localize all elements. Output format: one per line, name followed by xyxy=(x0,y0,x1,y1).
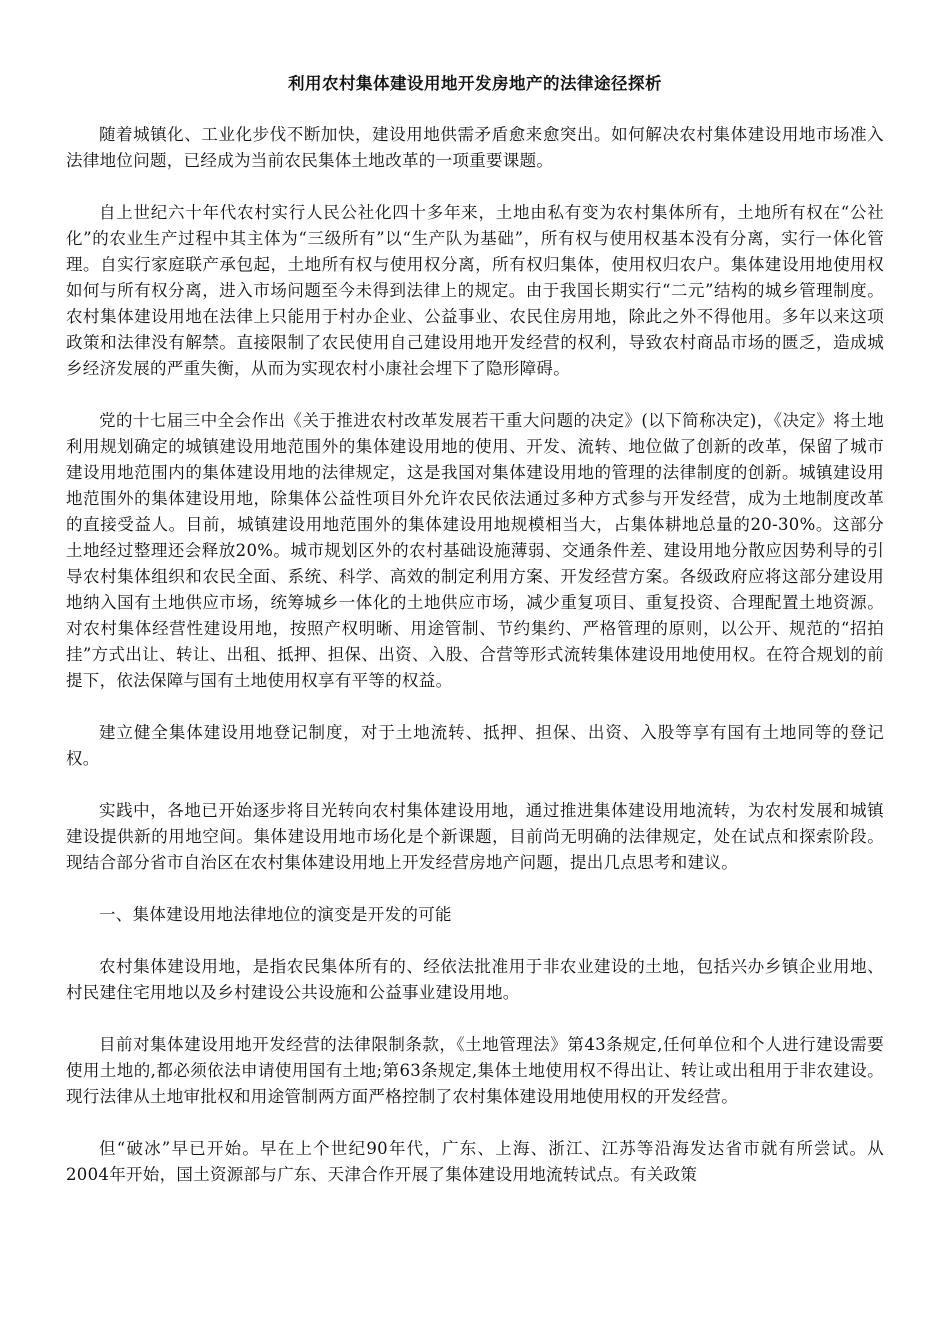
document-page xyxy=(66,72,884,1214)
section-heading-1: 一、集体建设用地法律地位的演变是开发的可能 xyxy=(99,905,452,924)
paragraph-history: 自上世纪六十年代农村实行人民公社化四十多年来，土地由私有变为农村集体所有，土地所有权在“公社化”的农业生产过程中其主体为“三级所有”以“生产队为基础”，所有权与使用权基本没有分离，实行一体化管理。自实行家庭联产承包起，土地所有权与使用权分离，所有权归集体，使用权归农户。集体建设用地使用权如何与所有权分离，进入市场问题至今未得到法律上的规定。由于我国长期实行“二元”结构的城乡管理制度。农村集体建设用地在法律上只能用于村办企业、公益事业、农民住房用地，除此之外不得他用。多年以来这项政策和法律没有解禁。直接限制了农民使用自己建设用地开发经营的权利，导致农村商品市场的匮乏，造成城乡经济发展的严重失衡，从而为实现农村小康社会埋下了隐形障碍。 xyxy=(66,203,884,378)
paragraph-intro: 随着城镇化、工业化步伐不断加快，建设用地供需矛盾愈来愈突出。如何解决农村集体建设用地市场准入法律地位问题，已经成为当前农民集体土地改革的一项重要课题。 xyxy=(66,125,884,170)
paragraph-decision: 党的十七届三中全会作出《关于推进农村改革发展若干重大问题的决定》(以下简称决定)，《决定》将土地利用规划确定的城镇建设用地范围外的集体建设用地的使用、开发、流转、地位做了创新的改革，保留了城市建设用地范围内的集体建设用地的法律规定，这是我国对集体建设用地的管理的法律制度的创新。城镇建设用地范围外的集体建设用地，除集体公益性项目外允许农民依法通过多种方式参与开发经营，成为土地制度改革的直接受益人。目前，城镇建设用地范围外的集体建设用地规模相当大，占集体耕地总量的20-30%。这部分土地经过整理还会释放20%。城市规划区外的农村基础设施薄弱、交通条件差、建设用地分散应因势利导的引导农村集体组织和农民全面、系统、科学、高效的制定利用方案、开发经营方案。各级政府应将这部分建设用地纳入国有土地供应市场，统筹城乡一体化的土地供应市场，减少重复项目、重复投资、合理配置土地资源。对农村集体经营性建设用地，按照产权明晰、用途管制、节约集约、严格管理的原则，以公开、规范的“招拍挂”方式出让、转让、出租、抵押、担保、出资、入股、合营等形式流转集体建设用地使用权。在符合规划的前提下，依法保障与国有土地使用权享有平等的权益。 xyxy=(66,411,884,690)
paragraph-legal-restrictions: 目前对集体建设用地开发经营的法律限制条款，《土地管理法》第43条规定,任何单位和个人进行建设需要使用土地的,都必须依法申请使用国有土地;第63条规定,集体土地使用权不得出让、转让或出租用于非农建设。现行法律从土地审批权和用途管制两方面严格控制了农村集体建设用地使用权的开发经营。 xyxy=(66,1035,884,1106)
document-title: 利用农村集体建设用地开发房地产的法律途径探析 xyxy=(288,74,662,93)
paragraph-icebreaking: 但“破冰”早已开始。早在上个世纪90年代，广东、上海、浙江、江苏等沿海发达省市就有所尝试。从2004年开始，国土资源部与广东、天津合作开展了集体建设用地流转试点。有关政策 xyxy=(66,1139,884,1184)
paragraph-definition: 农村集体建设用地，是指农民集体所有的、经依法批准用于非农业建设的土地，包括兴办乡镇企业用地、村民建住宅用地以及乡村建设公共设施和公益事业建设用地。 xyxy=(66,957,884,1002)
paragraph-registration: 建立健全集体建设用地登记制度，对于土地流转、抵押、担保、出资、入股等享有国有土地同等的登记权。 xyxy=(66,723,884,768)
paragraph-practice: 实践中，各地已开始逐步将目光转向农村集体建设用地，通过推进集体建设用地流转，为农村发展和城镇建设提供新的用地空间。集体建设用地市场化是个新课题，目前尚无明确的法律规定，处在试点和探索阶段。现结合部分省市自治区在农村集体建设用地上开发经营房地产问题，提出几点思考和建议。 xyxy=(66,801,884,872)
